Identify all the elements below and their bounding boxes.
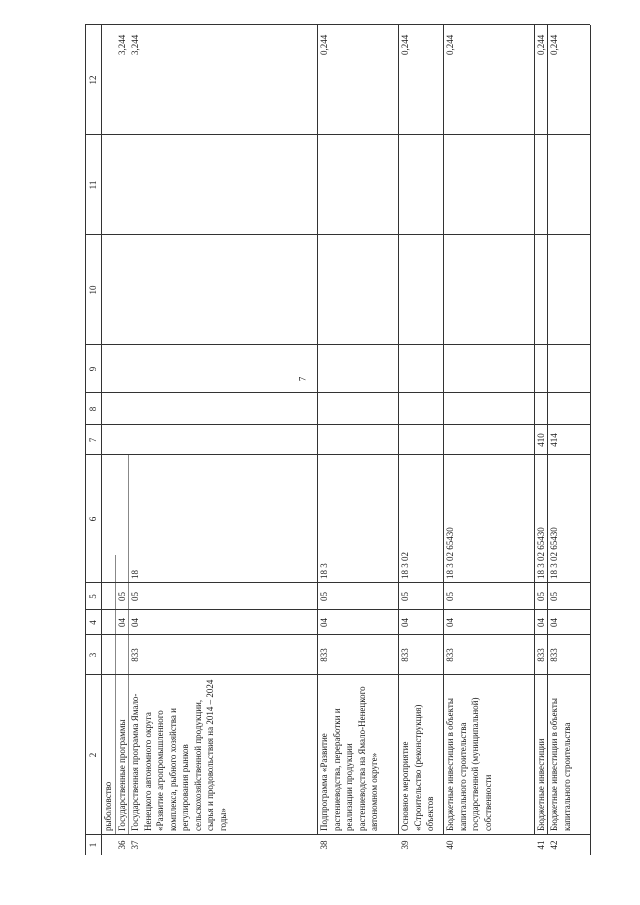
- row-36-num: 36: [117, 840, 127, 850]
- row-41-name: Бюджетные инвестиции: [536, 738, 546, 831]
- row-41-col3: 833: [536, 648, 546, 662]
- col-header-8: 8: [88, 406, 98, 412]
- row-39-col12: 0,244: [400, 34, 410, 55]
- row-40-col12: 0,244: [445, 34, 455, 55]
- col-header-11: 11: [88, 180, 98, 190]
- row-40-col4: 04: [445, 618, 455, 627]
- table-bottom-border: [590, 25, 591, 855]
- row-37-col3: 833: [130, 648, 140, 662]
- row-39-col3: 833: [400, 648, 410, 662]
- row-36-col4: 04: [117, 618, 127, 627]
- col-header-6: 6: [88, 516, 98, 522]
- row-37-name: Государственная программа Ямало-Ненецкого автономного округа «Развитие агропромышленного комплекса, рыбного хозяйства и регулирования рынков сельскохозяйственной продукции, сырья и продовольствия на 2014 – 2024 годы»: [130, 679, 228, 831]
- row-38-name: Подпрограмма «Развитие растениеводства, переработки и реализации продукции растениеводства на Ямало-Ненецкого автономном округе»: [319, 686, 379, 831]
- row-41-col6: 18 3 02 65430: [536, 527, 546, 579]
- row-36-col12: 3,244: [117, 34, 127, 55]
- row-41-col5: 05: [536, 592, 546, 601]
- row-40-col3: 833: [445, 648, 455, 662]
- row-38-col5: 05: [319, 592, 329, 601]
- row-42-num: 42: [549, 840, 559, 850]
- row-42-col3: 833: [549, 648, 559, 662]
- row-37-col6: 18: [130, 570, 140, 579]
- row-38-col6: 18 3: [319, 563, 329, 579]
- row-37-col12: 3,244: [130, 34, 140, 55]
- col-header-1: 1: [88, 842, 98, 848]
- col-header-12: 12: [88, 75, 98, 85]
- row-38-col12: 0,244: [319, 34, 329, 55]
- row-42-col6: 18 3 02 65430: [549, 527, 559, 579]
- budget-table: [85, 15, 615, 855]
- row-42-col7: 414: [549, 433, 559, 447]
- row-38-col3: 833: [319, 648, 329, 662]
- row-42-col5: 05: [549, 592, 559, 601]
- row-40-num: 40: [445, 840, 455, 850]
- row-37-col5: 05: [130, 592, 140, 601]
- col-header-2: 2: [88, 752, 98, 758]
- row-40-col5: 05: [445, 592, 455, 601]
- row-38-num: 38: [319, 840, 329, 850]
- header-bottom-border: [101, 25, 102, 855]
- page-number: 7: [297, 376, 308, 382]
- row-41-col7: 410: [536, 433, 546, 447]
- row-38-col4: 04: [319, 618, 329, 627]
- row-39-name: Основное мероприятие «Строительство (реконструкция) объектов: [400, 704, 435, 831]
- row-39-col5: 05: [400, 592, 410, 601]
- table-top-border: [85, 25, 86, 855]
- row-41-num: 41: [536, 840, 546, 850]
- row-39-col4: 04: [400, 618, 410, 627]
- row-36-col5: 05: [117, 592, 127, 601]
- row-42-col12: 0,244: [549, 34, 559, 55]
- row-37-col4: 04: [130, 618, 140, 627]
- col-header-9: 9: [88, 366, 98, 372]
- row-41-col4: 04: [536, 618, 546, 627]
- row-37-num: 37: [130, 840, 140, 850]
- row-39-num: 39: [400, 840, 410, 850]
- row-39-col6: 18 3 02: [400, 552, 410, 579]
- row-42-col4: 04: [549, 618, 559, 627]
- row-40-name: Бюджетные инвестиции в объекты капитального строительства государственной (муниципальной) собственности: [445, 697, 493, 831]
- col-header-7: 7: [88, 437, 98, 443]
- row-40-col6: 18 3 02 65430: [445, 527, 455, 579]
- col-header-5: 5: [88, 594, 98, 599]
- row-41-col12: 0,244: [536, 34, 546, 55]
- prev-row-tail: рыболовство: [103, 781, 113, 831]
- row-36-name: Государственные программы: [117, 719, 127, 831]
- col-header-4: 4: [88, 620, 98, 625]
- row-42-name: Бюджетные инвестиции в объекты капитального строительства: [549, 698, 572, 831]
- col-header-10: 10: [88, 285, 98, 295]
- col-header-3: 3: [88, 652, 98, 658]
